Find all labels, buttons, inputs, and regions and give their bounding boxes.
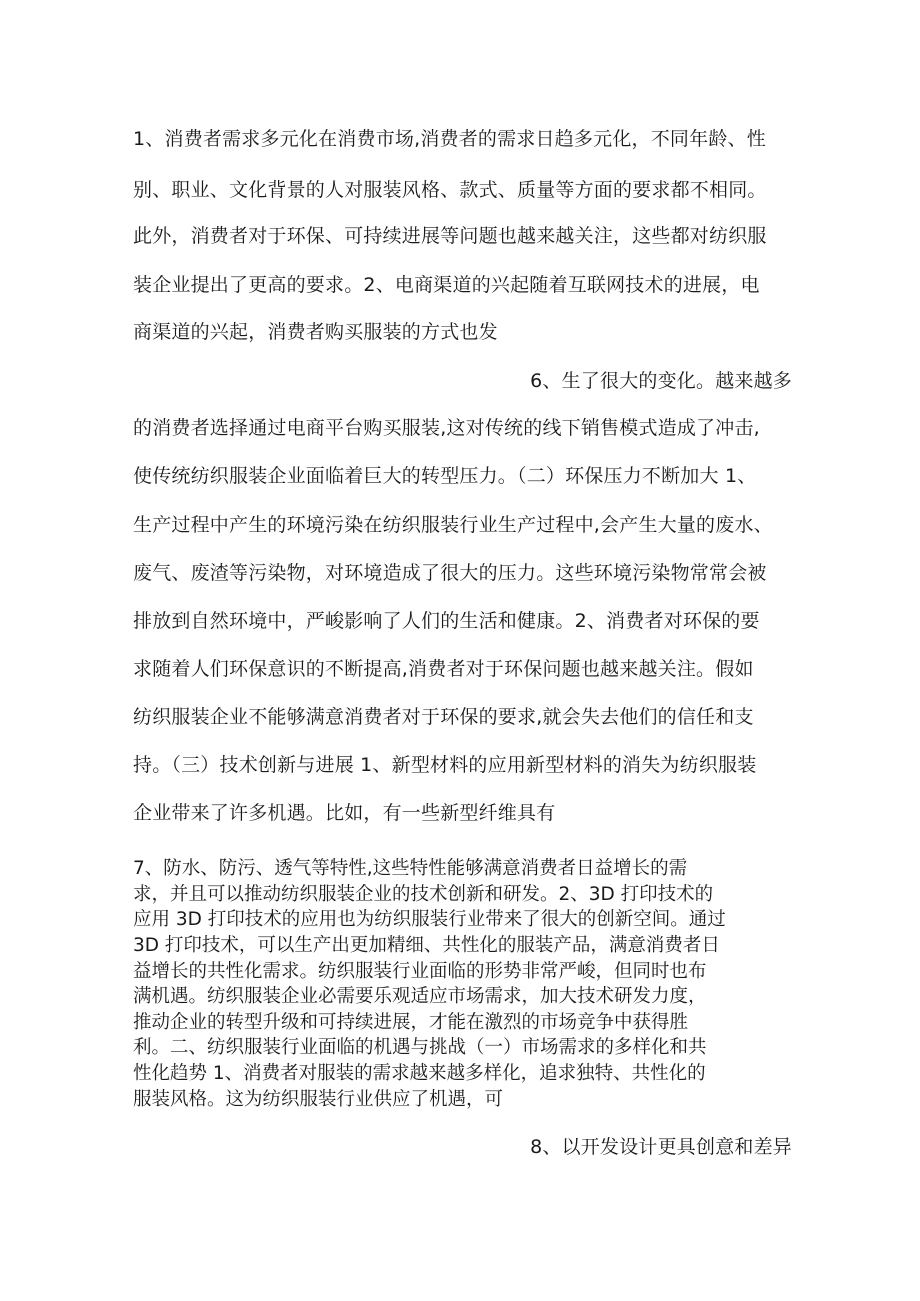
text-line: 8、以开发设计更具创意和差异	[530, 1136, 792, 1158]
text-line: 服装风格。这为纺织服装行业供应了机遇，可	[133, 1089, 504, 1110]
text-line: 1、消费者需求多元化在消费市场,消费者的需求日趋多元化，不同年龄、性	[133, 128, 766, 150]
text-line: 推动企业的转型升级和可持续进展，才能在激烈的市场竞争中获得胜	[133, 1012, 689, 1033]
text-line: 排放到自然环境中，严峻影响了人们的生活和健康。2、消费者对环保的要	[133, 610, 760, 632]
text-line: 6、生了很大的变化。越来越多	[530, 370, 792, 392]
text-line: 废气、废渣等污染物，对环境造成了很大的压力。这些环境污染物常常会被	[133, 562, 767, 584]
text-line: 企业带来了许多机遇。比如，有一些新型纤维具有	[133, 802, 556, 824]
text-line: 使传统纺织服装企业面临着巨大的转型压力。（二）环保压力不断加大 1、	[133, 465, 757, 487]
text-line: 装企业提出了更高的要求。2、电商渠道的兴起随着互联网技术的进展，电	[133, 274, 760, 296]
text-line: 求，并且可以推动纺织服装企业的技术创新和研发。2、3D 打印技术的	[133, 884, 714, 905]
text-line: 性化趋势 1、消费者对服装的需求越来越多样化，追求独特、共性化的	[133, 1063, 706, 1084]
text-line: 别、职业、文化背景的人对服装风格、款式、质量等方面的要求都不相同。	[133, 179, 767, 201]
text-line: 益增长的共性化需求。纺织服装行业面临的形势非常严峻，但同时也布	[133, 961, 707, 982]
text-line: 纺织服装企业不能够满意消费者对于环保的要求,就会失去他们的信任和支	[133, 706, 754, 728]
text-line: 求随着人们环保意识的不断提高,消费者对于环保问题也越来越关注。假如	[133, 658, 754, 680]
text-line: 持。（三）技术创新与进展 1、新型材料的应用新型材料的消失为纺织服装	[133, 754, 757, 776]
text-line: 此外，消费者对于环保、可持续进展等问题也越来越关注，这些都对纺织服	[133, 225, 767, 247]
text-line: 7、防水、防污、透气等特性,这些特性能够满意消费者日益增长的需	[133, 858, 688, 879]
text-line: 利。二、纺织服装行业面临的机遇与挑战（一）市场需求的多样化和共	[133, 1037, 707, 1058]
text-line: 商渠道的兴起，消费者购买服装的方式也发	[133, 321, 498, 343]
text-line: 3D 打印技术，可以生产出更加精细、共性化的服装产品，满意消费者日	[133, 935, 720, 956]
text-line: 的消费者选择通过电商平台购买服装,这对传统的线下销售模式造成了冲击,	[133, 417, 760, 439]
text-line: 满机遇。纺织服装企业必需要乐观适应市场需求，加大技术研发力度，	[133, 986, 707, 1007]
text-line: 生产过程中产生的环境污染在纺织服装行业生产过程中,会产生大量的废水、	[133, 514, 773, 536]
text-line: 应用 3D 打印技术的应用也为纺织服装行业带来了很大的创新空间。通过	[133, 909, 726, 930]
